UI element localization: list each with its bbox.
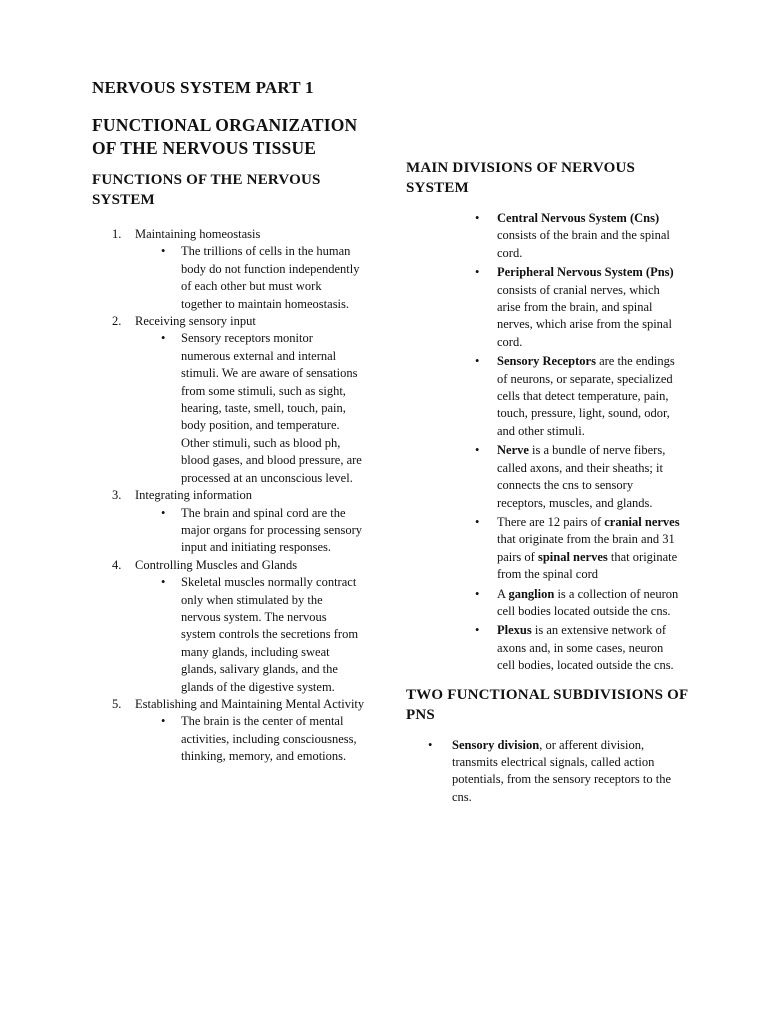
bullet-icon: •: [161, 505, 166, 520]
term: Plexus: [497, 623, 532, 638]
bullet-icon: •: [475, 623, 480, 638]
bullet-icon: •: [475, 443, 480, 458]
term: Peripheral Nervous System (Pns): [497, 265, 674, 280]
sub-list-item: [135, 505, 372, 557]
sub-list-item: [135, 574, 372, 696]
term: cranial nerves: [604, 514, 680, 529]
document-title: NERVOUS SYSTEM PART 1: [92, 78, 314, 97]
list-item: [92, 487, 372, 557]
list-item: [92, 696, 372, 766]
list-item: [92, 313, 372, 487]
bullet-text: The brain and spinal cord are the major organs for processing sensory input and initiating responses.: [181, 505, 362, 555]
item-number: 2.: [112, 314, 122, 329]
text: that originate from the spinal cord: [497, 549, 678, 582]
bullet-icon: •: [161, 575, 166, 590]
list-item: [406, 514, 696, 584]
item-label: Receiving sensory input: [135, 314, 256, 329]
functions-heading: FUNCTIONS OF THE NERVOUS SYSTEM: [92, 172, 321, 208]
definition: consists of the brain and the spinal cord.: [497, 228, 670, 260]
text: that originate from the brain and 31 pairs of: [497, 532, 675, 564]
text: A: [497, 586, 509, 601]
functions-list: [92, 226, 372, 766]
item-number: 3.: [112, 488, 122, 503]
sub-list-item: [135, 713, 372, 765]
term: Sensory division: [452, 737, 540, 752]
bullet-text: Skeletal muscles normally contract only when stimulated by the nervous system. The nervous system controls the secretions from many glands, including sweat glands, salivary glands, and the glands of the digestive system.: [181, 575, 359, 694]
sub-list: [135, 505, 372, 557]
term: spinal nerves: [537, 549, 608, 564]
definition: is a collection of neuron cell bodies located outside the cns.: [497, 586, 679, 618]
divisions-list: [406, 210, 696, 675]
definition: is an extensive network of axons and, in some cases, neuron cell bodies, located outside the cns.: [497, 623, 674, 673]
list-item: [406, 622, 696, 674]
definition: consists of cranial nerves, which arise from the brain, and spinal nerves, which arise from the spinal cord.: [497, 282, 672, 349]
list-item: [406, 442, 696, 512]
bullet-icon: •: [475, 354, 480, 369]
bullet-icon: •: [475, 514, 480, 529]
bullet-icon: •: [475, 211, 480, 225]
item-number: 1.: [112, 227, 122, 241]
bullet-icon: •: [161, 331, 166, 346]
definition: are the endings of neurons, or separate, specialized cells that detect temperature, pain, touch, pressure, light, sound, odor, and other stimuli.: [497, 354, 675, 438]
bullet-icon: •: [428, 737, 433, 752]
definition: , or afferent division, transmits electrical signals, called action potentials, from the sensory receptors to the cns.: [452, 737, 672, 804]
bullet-icon: •: [475, 265, 480, 280]
bullet-icon: •: [475, 586, 480, 601]
list-item: [406, 737, 696, 807]
bullet-icon: •: [161, 244, 166, 259]
item-number: 4.: [112, 557, 122, 572]
term: Sensory Receptors: [497, 354, 596, 369]
term: ganglion: [508, 586, 555, 601]
pns-list: [406, 737, 696, 807]
list-item: [406, 586, 696, 621]
bullet-text: Sensory receptors monitor numerous external and internal stimuli. We are aware of sensations from some stimuli, such as sight, hearing, taste, smell, touch, pain, body position, and temperature. Other stimuli, such as blood ph, blood gases, and blood pressure, are processed at an unconscious level.: [181, 331, 362, 485]
text: There are 12 pairs of: [497, 514, 605, 529]
item-label: Maintaining homeostasis: [135, 227, 261, 241]
pns-heading: TWO FUNCTIONAL SUBDIVISIONS OF PNS: [406, 686, 688, 723]
item-label: Establishing and Maintaining Mental Activity: [135, 696, 365, 711]
list-item: [406, 353, 696, 440]
sub-list: [135, 713, 372, 765]
term: Nerve: [497, 443, 529, 458]
list-item: [92, 226, 372, 313]
item-label: Integrating information: [135, 488, 252, 503]
term: Central Nervous System (Cns): [497, 211, 660, 225]
sub-list: [135, 574, 372, 696]
sub-list-item: [135, 330, 372, 487]
list-item: [92, 557, 372, 696]
sub-list-item: [135, 243, 372, 313]
item-number: 5.: [112, 696, 122, 711]
item-label: Controlling Muscles and Glands: [135, 557, 298, 572]
definition: is a bundle of nerve fibers, called axons, and their sheaths; it connects the cns to sensory receptors, muscles, and glands.: [497, 443, 666, 510]
bullet-icon: •: [161, 714, 166, 729]
sub-list: [135, 330, 372, 487]
bullet-text: The brain is the center of mental activities, including consciousness, thinking, memory, and emotions.: [181, 714, 357, 764]
right-column: [406, 158, 696, 806]
divisions-heading: MAIN DIVISIONS OF NERVOUS SYSTEM: [406, 160, 636, 196]
left-column: [92, 78, 372, 766]
list-item: [406, 210, 696, 262]
list-item: [406, 264, 696, 351]
bullet-text: The trillions of cells in the human body do not function independently of each other but must work together to maintain homeostasis.: [181, 244, 360, 311]
main-heading: FUNCTIONAL ORGANIZATION OF THE NERVOUS TISSUE: [92, 115, 358, 158]
sub-list: [135, 243, 372, 313]
